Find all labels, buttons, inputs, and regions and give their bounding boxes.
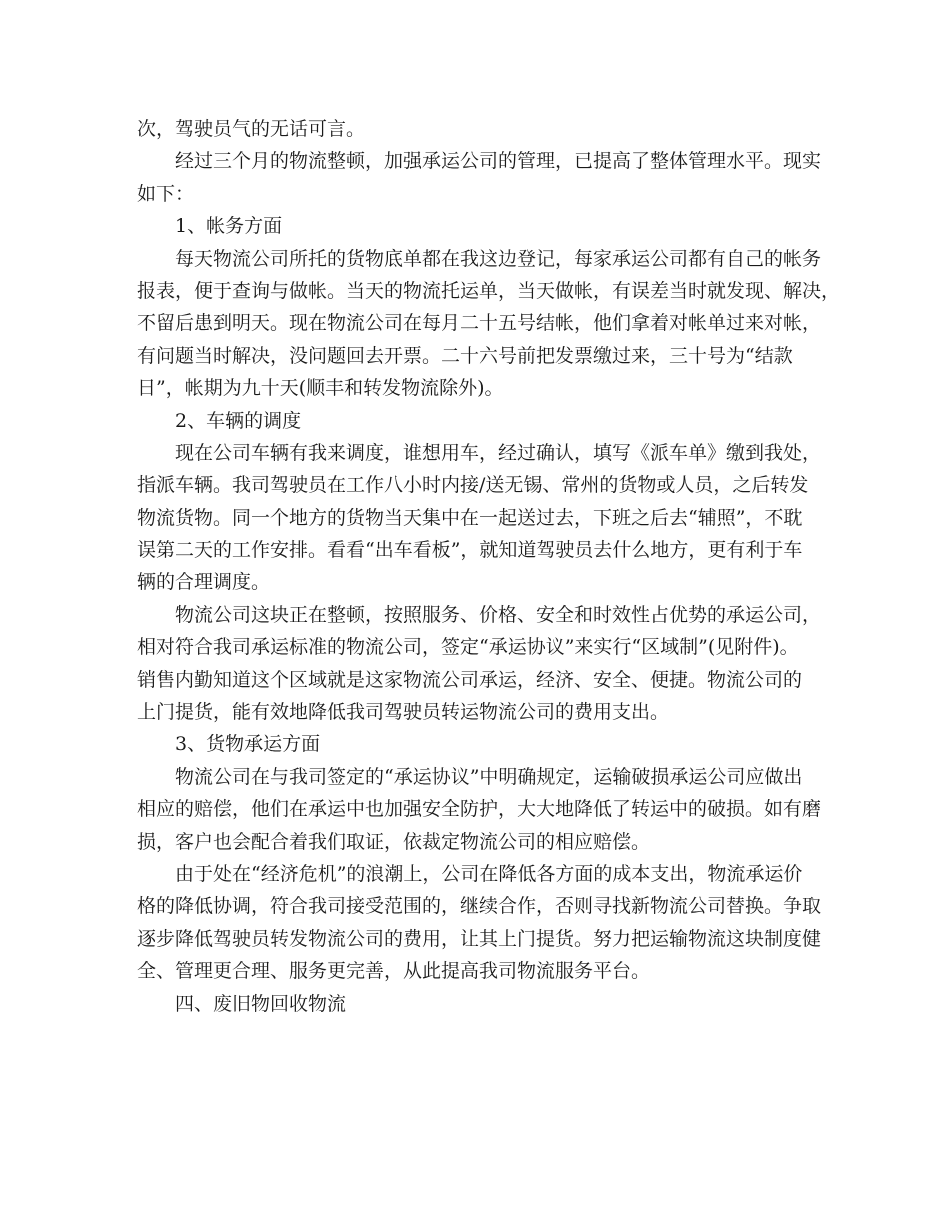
text-line: 全、管理更合理、服务更完善，从此提高我司物流服务平台。	[137, 960, 651, 983]
text-line: 上门提货，能有效地降低我司驾驶员转运物流公司的费用支出。	[137, 701, 670, 724]
text-line: 销售内勤知道这个区域就是这家物流公司承运，经济、安全、便捷。物流公司的	[137, 668, 803, 691]
text-line: 物流货物。同一个地方的货物当天集中在一起送过去，下班之后去“辅照”，不耽	[137, 506, 803, 529]
text-line: 逐步降低驾驶员转发物流公司的费用，让其上门提货。努力把运输物流这块制度健	[137, 927, 822, 950]
document-body	[137, 113, 841, 1020]
text-line: 物流公司这块正在整顿，按照服务、价格、安全和时效性占优势的承运公司，	[175, 603, 822, 626]
text-line: 2、车辆的调度	[175, 409, 302, 432]
text-line: 现在公司车辆有我来调度，谁想用车，经过确认，填写《派车单》缴到我处，	[175, 441, 822, 464]
text-line: 报表，便于查询与做帐。当天的物流托运单，当天做帐，有误差当时就发现、解决，	[137, 279, 841, 302]
text-line: 格的降低协调，符合我司接受范围的，继续合作，否则寻找新物流公司替换。争取	[137, 895, 822, 918]
text-line: 日”，帐期为九十天(顺丰和转发物流除外)。	[137, 377, 504, 400]
text-line: 相对符合我司承运标准的物流公司，签定“承运协议”来实行“区域制”(见附件)。	[137, 636, 799, 659]
text-line: 相应的赔偿，他们在承运中也加强安全防护，大大地降低了转运中的破损。如有磨	[137, 798, 822, 821]
text-line: 次，驾驶员气的无话可言。	[137, 118, 366, 140]
text-line: 由于处在“经济危机”的浪潮上，公司在降低各方面的成本支出，物流承运价	[175, 862, 803, 885]
text-line: 损，客户也会配合着我们取证，依裁定物流公司的相应赔偿。	[137, 830, 651, 853]
text-line: 3、货物承运方面	[175, 733, 321, 756]
text-line: 四、废旧物回收物流	[175, 992, 347, 1015]
text-line: 经过三个月的物流整顿，加强承运公司的管理，已提高了整体管理水平。现实	[175, 150, 822, 173]
text-line: 不留后患到明天。现在物流公司在每月二十五号结帐，他们拿着对帐单过来对帐，	[137, 312, 822, 335]
text-line: 1、帐务方面	[175, 215, 283, 238]
text-line: 物流公司在与我司签定的“承运协议”中明确规定，运输破损承运公司应做出	[175, 765, 803, 788]
text-line: 指派车辆。我司驾驶员在工作八小时内接/送无锡、常州的货物或人员，之后转发	[137, 474, 809, 497]
text-line: 有问题当时解决，没问题回去开票。二十六号前把发票缴过来，三十号为“结款	[137, 344, 793, 367]
text-line: 误第二天的工作安排。看看“出车看板”，就知道驾驶员去什么地方，更有利于车	[137, 539, 803, 562]
text-line: 辆的合理调度。	[137, 571, 271, 594]
text-line: 如下：	[137, 182, 195, 205]
text-line: 每天物流公司所托的货物底单都在我这边登记，每家承运公司都有自己的帐务	[175, 247, 822, 270]
